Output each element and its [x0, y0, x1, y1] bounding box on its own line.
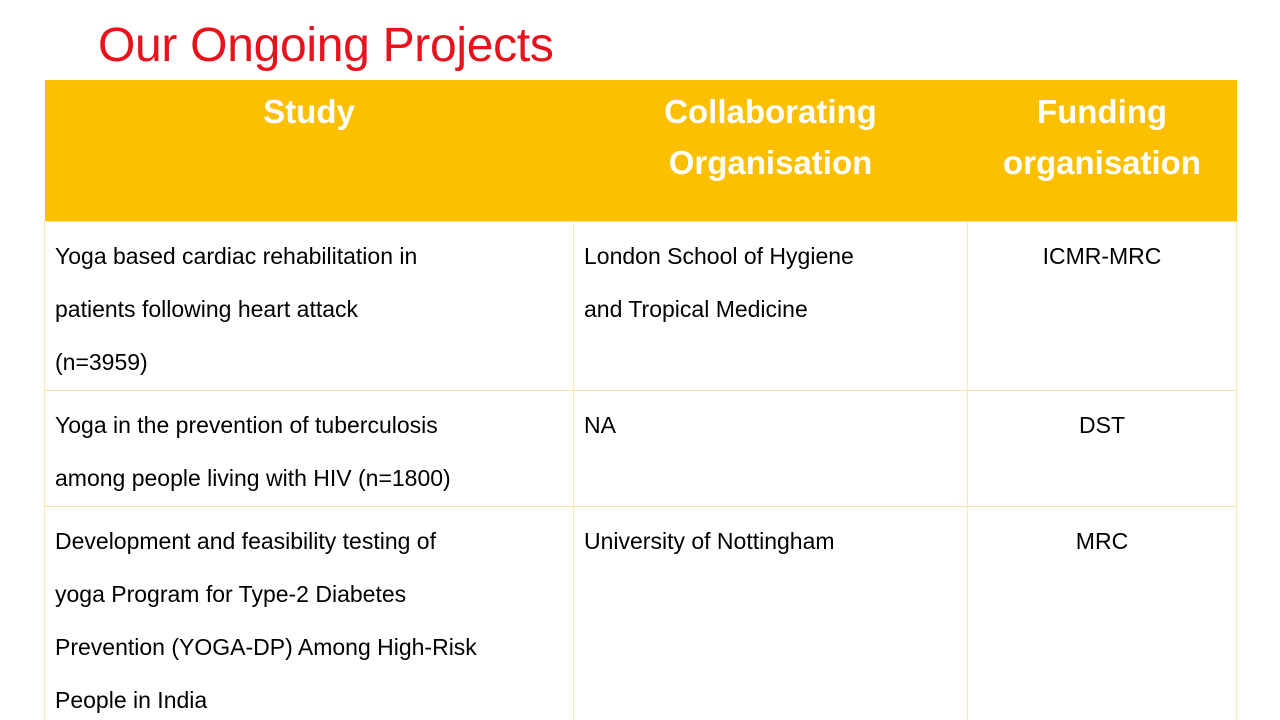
cell-line: DST [1079, 411, 1125, 438]
cell-study [45, 506, 574, 720]
cell-line: (n=3959) [55, 348, 148, 375]
cell-line: yoga Program for Type-2 Diabetes [55, 580, 407, 607]
cell-collaborating [574, 390, 968, 506]
cell-line: Prevention (YOGA-DP) Among High-Risk [55, 633, 477, 660]
cell-line: University of Nottingham [584, 527, 835, 554]
header-funding-organisation [968, 80, 1237, 221]
cell-line: NA [584, 411, 616, 438]
cell-study [45, 390, 574, 506]
cell-collaborating [574, 506, 968, 720]
header-collaborating-organisation [574, 80, 968, 221]
projects-table [44, 80, 1237, 720]
cell-line: Yoga based cardiac rehabilitation in [55, 242, 418, 269]
table-row [45, 221, 1237, 390]
table-row [45, 390, 1237, 506]
table-row [45, 506, 1237, 720]
cell-line: patients following heart attack [55, 295, 359, 322]
header-line: Collaborating [664, 93, 877, 130]
cell-collaborating [574, 221, 968, 390]
header-line: Study [263, 93, 355, 130]
cell-line: People in India [55, 686, 208, 713]
cell-line: among people living with HIV (n=1800) [55, 464, 451, 491]
cell-line: ICMR-MRC [1042, 242, 1162, 269]
cell-line: London School of Hygiene [584, 242, 854, 269]
slide-title: Our Ongoing Projects [98, 19, 554, 72]
header-row [45, 80, 1237, 221]
cell-funding [968, 390, 1237, 506]
cell-study [45, 221, 574, 390]
header-line: Organisation [668, 144, 873, 181]
cell-funding [968, 221, 1237, 390]
cell-line: MRC [1075, 527, 1129, 554]
cell-line: Yoga in the prevention of tuberculosis [55, 411, 438, 438]
cell-funding [968, 506, 1237, 720]
cell-line: and Tropical Medicine [584, 295, 808, 322]
header-line: organisation [1002, 144, 1202, 181]
header-study [45, 80, 574, 221]
header-line: Funding [1036, 93, 1168, 130]
cell-line: Development and feasibility testing of [55, 527, 436, 554]
